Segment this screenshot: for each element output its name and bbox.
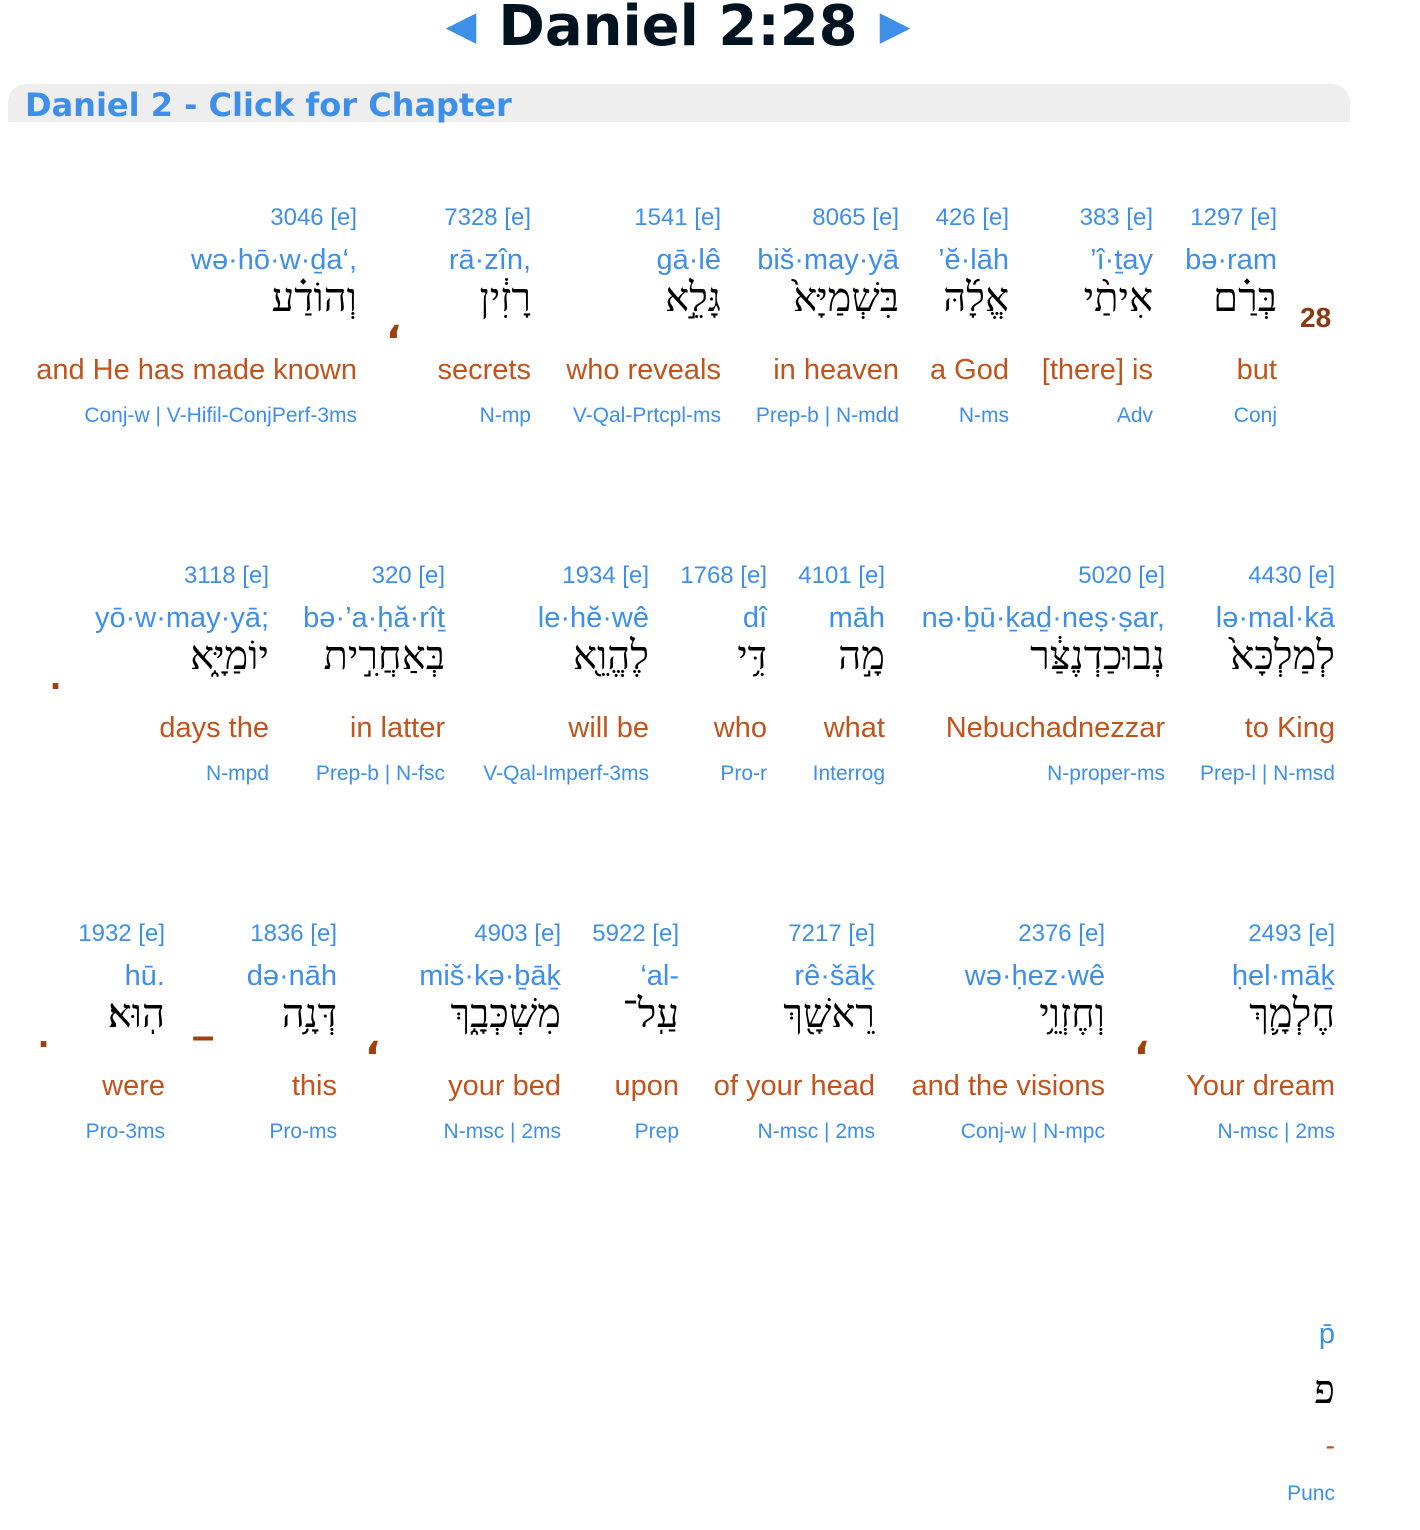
english-gloss: who reveals bbox=[566, 354, 721, 386]
english-gloss: of your head bbox=[713, 1070, 875, 1102]
hebrew-word: דִּ֥י bbox=[737, 633, 767, 679]
transliteration: yō·w·may·yā; bbox=[94, 602, 269, 634]
transliteration: ’ĕ·lāh bbox=[938, 244, 1009, 276]
transliteration: ’î·ṯay bbox=[1090, 244, 1153, 276]
english-gloss: what bbox=[823, 712, 885, 744]
transliteration: le·hĕ·wê bbox=[537, 602, 649, 634]
transliteration: wə·ḥez·wê bbox=[964, 960, 1105, 992]
transliteration: hū. bbox=[124, 960, 165, 992]
transliteration: nə·ḇū·ḵaḏ·neṣ·ṣar, bbox=[921, 602, 1165, 634]
morphology-parse-link[interactable]: Pro-r bbox=[720, 762, 767, 785]
strongs-number-link[interactable]: 7217 [e] bbox=[788, 920, 875, 947]
period-mark: . bbox=[50, 654, 62, 698]
hebrew-word: וְחֶזְוֵ֥י bbox=[1039, 991, 1105, 1037]
strongs-number-link[interactable]: 7328 [e] bbox=[444, 204, 531, 231]
transliteration: də·nāh bbox=[246, 960, 337, 992]
hebrew-word: נְבוּכַדְנֶצַּ֔ר bbox=[1030, 633, 1165, 679]
transliteration: bə·’a·ḥă·rîṯ bbox=[303, 602, 445, 634]
hebrew-word: לְמַלְכָּא֙ bbox=[1230, 633, 1335, 679]
hebrew-word: אִיתַ֨י bbox=[1083, 275, 1153, 321]
morphology-parse-link[interactable]: Interrog bbox=[812, 762, 885, 785]
strongs-number-link[interactable]: 4903 [e] bbox=[474, 920, 561, 947]
verse-reference: Daniel 2:28 bbox=[498, 0, 858, 59]
strongs-number-link[interactable]: 1768 [e] bbox=[680, 562, 767, 589]
strongs-number-link[interactable]: 2376 [e] bbox=[1018, 920, 1105, 947]
hebrew-word: יוֹמַיָּ֑א bbox=[190, 633, 269, 679]
strongs-number-link[interactable]: 4430 [e] bbox=[1248, 562, 1335, 589]
morphology-parse-link[interactable]: Pro-3ms bbox=[85, 1120, 165, 1143]
morphology-parse-link[interactable]: Prep-b | N-fsc bbox=[315, 762, 445, 785]
morphology-parse-link[interactable]: V-Qal-Imperf-3ms bbox=[483, 762, 649, 785]
english-gloss: to King bbox=[1244, 712, 1335, 744]
trailer-parse[interactable]: Punc bbox=[1287, 1482, 1335, 1505]
transliteration: ḥel·māḵ bbox=[1231, 960, 1335, 992]
morphology-parse-link[interactable]: Adv bbox=[1116, 404, 1153, 427]
morphology-parse-link[interactable]: Prep-b | N-mdd bbox=[755, 404, 899, 427]
morphology-parse-link[interactable]: Prep-l | N-msd bbox=[1200, 762, 1335, 785]
transliteration: dî bbox=[742, 602, 767, 634]
period-mark: . bbox=[38, 1012, 50, 1056]
hebrew-word: דְּנָ֥ה bbox=[281, 991, 337, 1037]
hebrew-word: חֶלְמָ֛ךְ bbox=[1249, 991, 1335, 1037]
strongs-number-link[interactable]: 383 [e] bbox=[1079, 204, 1153, 231]
trailer-hebrew: פ bbox=[1314, 1367, 1335, 1413]
transliteration: biš·may·yā bbox=[757, 244, 899, 276]
hebrew-word: וְהוֹדַ֗ע bbox=[271, 275, 357, 321]
strongs-number-link[interactable]: 3046 [e] bbox=[270, 204, 357, 231]
english-gloss: were bbox=[102, 1070, 165, 1102]
strongs-number-link[interactable]: 1297 [e] bbox=[1190, 204, 1277, 231]
transliteration: rê·šāḵ bbox=[794, 960, 875, 992]
english-gloss: in latter bbox=[349, 712, 445, 744]
hebrew-word: עַֽל־ bbox=[622, 991, 679, 1037]
hebrew-word: גָּלֵ֣א bbox=[665, 275, 721, 321]
morphology-parse-link[interactable]: Conj-w | V-Hifil-ConjPerf-3ms bbox=[84, 404, 357, 427]
hebrew-word: אֱלָ֜הּ bbox=[943, 275, 1009, 321]
transliteration: wə·hō·w·ḏa‘, bbox=[191, 244, 357, 276]
strongs-number-link[interactable]: 4101 [e] bbox=[798, 562, 885, 589]
hebrew-word: לֶהֱוֵ֖א bbox=[573, 633, 649, 679]
english-gloss: but bbox=[1236, 354, 1277, 386]
strongs-number-link[interactable]: 426 [e] bbox=[935, 204, 1009, 231]
english-gloss: this bbox=[291, 1070, 337, 1102]
verse-number[interactable]: 28 bbox=[1300, 302, 1332, 333]
strongs-number-link[interactable]: 320 [e] bbox=[371, 562, 445, 589]
strongs-number-link[interactable]: 5922 [e] bbox=[592, 920, 679, 947]
strongs-number-link[interactable]: 1541 [e] bbox=[634, 204, 721, 231]
morphology-parse-link[interactable]: N-msc | 2ms bbox=[757, 1120, 875, 1143]
english-gloss: Your dream bbox=[1186, 1070, 1335, 1102]
transliteration: lə·mal·kā bbox=[1215, 602, 1335, 634]
trailer-english: - bbox=[1325, 1430, 1335, 1462]
english-gloss: and the visions bbox=[911, 1070, 1105, 1102]
strongs-number-link[interactable]: 1836 [e] bbox=[250, 920, 337, 947]
strongs-number-link[interactable]: 8065 [e] bbox=[812, 204, 899, 231]
comma-mark: ، bbox=[386, 303, 402, 347]
previous-verse-arrow-icon[interactable]: ◀ bbox=[445, 2, 477, 49]
morphology-parse-link[interactable]: N-msc | 2ms bbox=[1217, 1120, 1335, 1143]
hebrew-word: רָזִ֔ין bbox=[479, 275, 531, 321]
hebrew-word: בְּרַ֗ם bbox=[1213, 275, 1277, 321]
hebrew-word: בִּשְׁמַיָּא֙ bbox=[793, 275, 899, 321]
english-gloss: in heaven bbox=[773, 354, 899, 386]
trailer-transliteration: p̄ bbox=[1318, 1318, 1335, 1350]
morphology-parse-link[interactable]: N-proper-ms bbox=[1047, 762, 1165, 785]
transliteration: rā·zîn, bbox=[448, 244, 531, 276]
strongs-number-link[interactable]: 3118 [e] bbox=[184, 562, 269, 589]
next-verse-arrow-icon[interactable]: ▶ bbox=[879, 2, 911, 49]
morphology-parse-link[interactable]: Pro-ms bbox=[269, 1120, 337, 1143]
comma-mark: ، bbox=[365, 1019, 381, 1063]
strongs-number-link[interactable]: 2493 [e] bbox=[1248, 920, 1335, 947]
english-gloss: days the bbox=[159, 712, 269, 744]
comma-mark: ، bbox=[1134, 1019, 1150, 1063]
english-gloss: who bbox=[713, 712, 767, 744]
strongs-number-link[interactable]: 1932 [e] bbox=[78, 920, 165, 947]
hebrew-word: מָ֣ה bbox=[838, 633, 885, 679]
hebrew-word: מִשְׁכְּבָ֑ךְ bbox=[450, 991, 561, 1037]
transliteration: ‘al- bbox=[640, 960, 679, 992]
morphology-parse-link[interactable]: N-msc | 2ms bbox=[443, 1120, 561, 1143]
page-title bbox=[0, 0, 1356, 59]
transliteration: māh bbox=[828, 602, 885, 634]
english-gloss: upon bbox=[614, 1070, 679, 1102]
morphology-parse-link[interactable]: Conj-w | N-mpc bbox=[960, 1120, 1105, 1143]
transliteration: gā·lê bbox=[656, 244, 721, 276]
morphology-parse-link[interactable]: Conj bbox=[1233, 404, 1277, 427]
hebrew-word: הֽוּא׃ bbox=[107, 991, 165, 1037]
transliteration: miš·kə·ḇāḵ bbox=[419, 960, 561, 992]
morphology-parse-link[interactable]: N-mpd bbox=[205, 762, 269, 785]
chapter-link-bar[interactable] bbox=[8, 84, 1350, 122]
morphology-parse-link[interactable]: N-ms bbox=[958, 404, 1009, 427]
chapter-link[interactable]: Daniel 2 - Click for Chapter bbox=[25, 86, 512, 124]
english-gloss: and He has made known bbox=[36, 354, 357, 386]
morphology-parse-link[interactable]: N-mp bbox=[479, 404, 531, 427]
maqaf-dash: – bbox=[192, 1014, 215, 1058]
english-gloss: [there] is bbox=[1041, 354, 1153, 386]
morphology-parse-link[interactable]: V-Qal-Prtcpl-ms bbox=[572, 404, 721, 427]
english-gloss: a God bbox=[930, 354, 1009, 386]
english-gloss: Nebuchadnezzar bbox=[945, 712, 1165, 744]
hebrew-word: רֵאשָׁ֖ךְ bbox=[783, 991, 875, 1037]
english-gloss: your bed bbox=[448, 1070, 561, 1102]
transliteration: bə·ram bbox=[1185, 244, 1277, 276]
english-gloss: secrets bbox=[437, 354, 531, 386]
strongs-number-link[interactable]: 5020 [e] bbox=[1078, 562, 1165, 589]
hebrew-word: בְּאַחֲרִ֣ית bbox=[323, 633, 445, 679]
strongs-number-link[interactable]: 1934 [e] bbox=[562, 562, 649, 589]
english-gloss: will be bbox=[568, 712, 649, 744]
morphology-parse-link[interactable]: Prep bbox=[634, 1120, 679, 1143]
